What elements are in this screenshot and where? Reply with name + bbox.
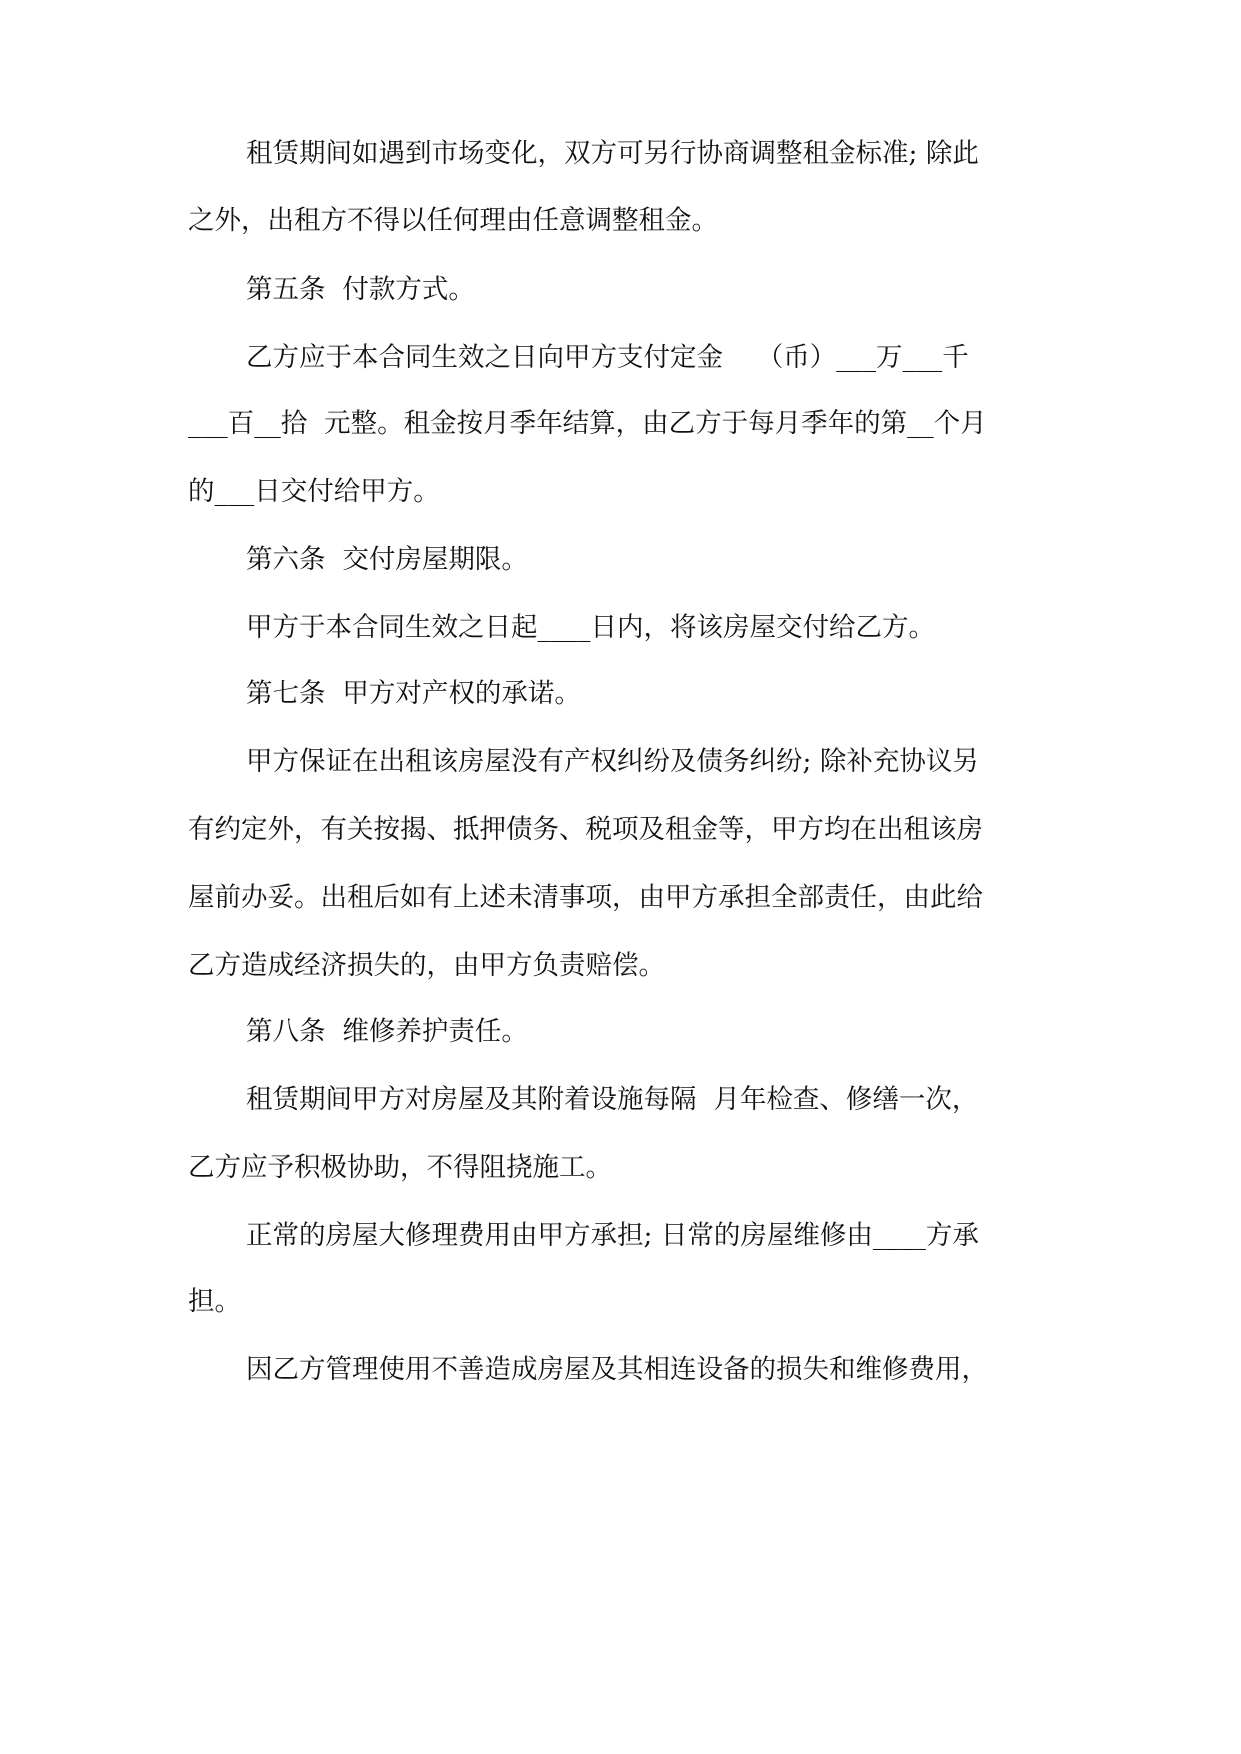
article-heading: 第八条 维修养护责任。 (246, 1016, 528, 1047)
article-heading: 第七条 甲方对产权的承诺。 (246, 678, 581, 709)
body-text-line: 正常的房屋大修理费用由甲方承担; 日常的房屋维修由____方承 (246, 1220, 979, 1251)
body-text-line: 甲方于本合同生效之日起____日内，将该房屋交付给乙方。 (246, 612, 935, 643)
body-text-line: 担。 (188, 1286, 241, 1317)
body-text-line: ___百__拾 元整。租金按月季年结算，由乙方于每月季年的第__个月 (188, 408, 987, 439)
body-text-line: 的___日交付给甲方。 (188, 476, 440, 507)
body-text-line: 乙方应予积极协助，不得阻挠施工。 (188, 1152, 612, 1183)
body-text-line: 有约定外，有关按揭、抵押债务、税项及租金等，甲方均在出租该房 (188, 814, 983, 845)
body-text-line: 乙方应于本合同生效之日向甲方支付定金 （币）___万___千 (246, 342, 969, 373)
body-text-line: 之外，出租方不得以任何理由任意调整租金。 (188, 205, 718, 236)
body-text-line: 乙方造成经济损失的，由甲方负责赔偿。 (188, 950, 665, 981)
body-text-line: 租赁期间甲方对房屋及其附着设施每隔 月年检查、修缮一次， (246, 1084, 979, 1115)
body-text-line: 屋前办妥。出租后如有上述未清事项，由甲方承担全部责任，由此给 (188, 882, 983, 913)
body-text-line: 租赁期间如遇到市场变化，双方可另行协商调整租金标准; 除此 (246, 138, 979, 169)
article-heading: 第五条 付款方式。 (246, 274, 475, 305)
body-text-line: 甲方保证在出租该房屋没有产权纠纷及债务纠纷; 除补充协议另 (246, 746, 979, 777)
body-text-line: 因乙方管理使用不善造成房屋及其相连设备的损失和维修费用， (246, 1354, 988, 1385)
article-heading: 第六条 交付房屋期限。 (246, 544, 528, 575)
